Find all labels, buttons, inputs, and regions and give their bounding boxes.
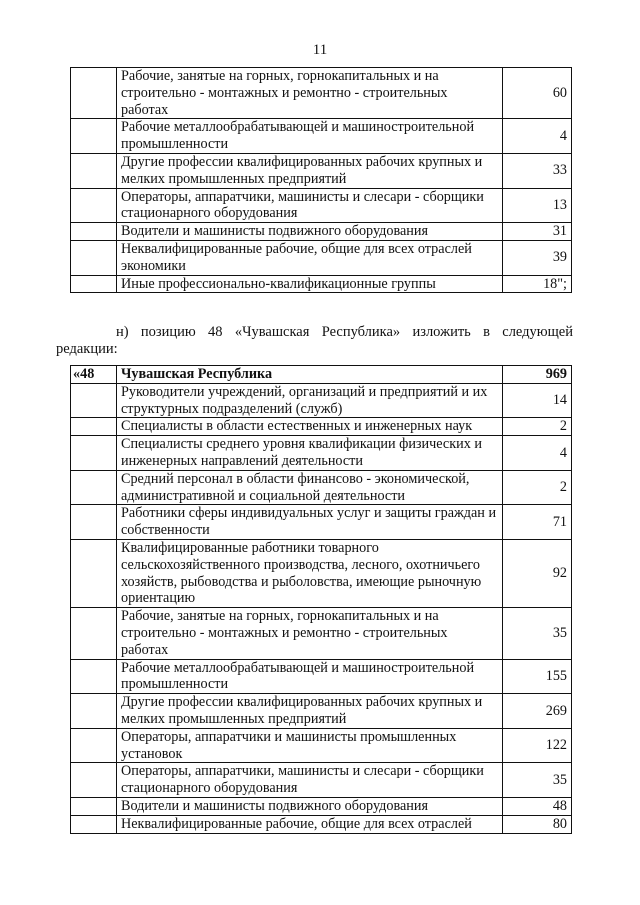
occupation-name-cell: Иные профессионально-квалификационные группы [117,275,503,293]
row-number-cell [71,383,117,418]
count-cell: 155 [503,659,572,694]
row-number-cell [71,436,117,471]
count-cell: 14 [503,383,572,418]
occupation-name-cell: Работники сферы индивидуальных услуг и защиты граждан и собственности [117,505,503,540]
occupation-name-cell: Специалисты среднего уровня квалификации физических и инженерных направлений деятельности [117,436,503,471]
table-row [71,694,572,729]
occupation-name-cell: Рабочие, занятые на горных, горнокапитальных и на строительно - монтажных и ремонтно - строительных работах [117,608,503,659]
table-row [71,68,572,119]
table-row [71,797,572,815]
count-cell: 39 [503,240,572,275]
row-number-cell [71,188,117,223]
occupation-name-cell: Чувашская Республика [117,366,503,384]
row-number-cell [71,815,117,833]
count-cell: 4 [503,119,572,154]
row-number-cell [71,608,117,659]
occupation-name-cell: Рабочие металлообрабатывающей и машиностроительной промышленности [117,119,503,154]
count-cell: 71 [503,505,572,540]
count-cell: 122 [503,728,572,763]
table-row [71,436,572,471]
row-number-cell [71,797,117,815]
count-cell: 4 [503,436,572,471]
count-cell: 2 [503,418,572,436]
chuvash-republic-table [70,365,572,834]
table-row [71,275,572,293]
occupation-name-cell: Специалисты в области естественных и инженерных наук [117,418,503,436]
table-row [71,470,572,505]
row-number-cell [71,659,117,694]
row-number-cell [71,223,117,241]
count-cell: 13 [503,188,572,223]
table-row [71,763,572,798]
row-number-cell [71,240,117,275]
occupation-name-cell: Водители и машинисты подвижного оборудования [117,223,503,241]
table-row [71,223,572,241]
row-number-cell [71,153,117,188]
table2-body [71,366,572,834]
occupation-name-cell: Рабочие металлообрабатывающей и машиностроительной промышленности [117,659,503,694]
occupation-name-cell: Квалифицированные работники товарного сельскохозяйственного производства, лесного, охотничьего хозяйств, рыбоводства и рыболовства, имеющие рыночную ориентацию [117,539,503,607]
count-cell: 31 [503,223,572,241]
row-number-cell [71,539,117,607]
table-row [71,539,572,607]
table-row [71,728,572,763]
amendment-paragraph: н) позицию 48 «Чувашская Республика» изложить в следующей редакции: [56,324,573,357]
row-number-cell: «48 [71,366,117,384]
table-row [71,815,572,833]
count-cell: 92 [503,539,572,607]
occupation-name-cell: Другие профессии квалифицированных рабочих крупных и мелких промышленных предприятий [117,153,503,188]
count-cell: 35 [503,763,572,798]
occupation-name-cell: Руководители учреждений, организаций и предприятий и их структурных подразделений (служб) [117,383,503,418]
occupations-table-continued [70,67,572,293]
count-cell: 269 [503,694,572,729]
row-number-cell [71,505,117,540]
row-number-cell [71,418,117,436]
table-row [71,383,572,418]
count-cell: 35 [503,608,572,659]
occupation-name-cell: Водители и машинисты подвижного оборудования [117,797,503,815]
table-row [71,608,572,659]
table-row [71,418,572,436]
count-cell: 60 [503,68,572,119]
occupation-name-cell: Другие профессии квалифицированных рабочих крупных и мелких промышленных предприятий [117,694,503,729]
occupation-name-cell: Операторы, аппаратчики, машинисты и слесари - сборщики стационарного оборудования [117,188,503,223]
row-number-cell [71,694,117,729]
row-number-cell [71,119,117,154]
row-number-cell [71,470,117,505]
count-cell: 2 [503,470,572,505]
occupation-name-cell: Средний персонал в области финансово - экономической, административной и социальной деятельности [117,470,503,505]
occupation-name-cell: Операторы, аппаратчики и машинисты промышленных установок [117,728,503,763]
count-cell: 48 [503,797,572,815]
row-number-cell [71,275,117,293]
table-row [71,153,572,188]
table-row [71,188,572,223]
count-cell: 18"; [503,275,572,293]
occupation-name-cell: Неквалифицированные рабочие, общие для всех отраслей экономики [117,240,503,275]
occupation-name-cell: Операторы, аппаратчики, машинисты и слесари - сборщики стационарного оборудования [117,763,503,798]
row-number-cell [71,763,117,798]
row-number-cell [71,728,117,763]
page-number: 11 [312,42,328,58]
count-cell: 969 [503,366,572,384]
table-row [71,240,572,275]
count-cell: 80 [503,815,572,833]
occupation-name-cell: Неквалифицированные рабочие, общие для всех отраслей [117,815,503,833]
occupation-name-cell: Рабочие, занятые на горных, горнокапитальных и на строительно - монтажных и ремонтно - строительных работах [117,68,503,119]
table-row [71,119,572,154]
table-row [71,366,572,384]
count-cell: 33 [503,153,572,188]
table-row [71,505,572,540]
table-row [71,659,572,694]
row-number-cell [71,68,117,119]
table1-body [71,68,572,293]
